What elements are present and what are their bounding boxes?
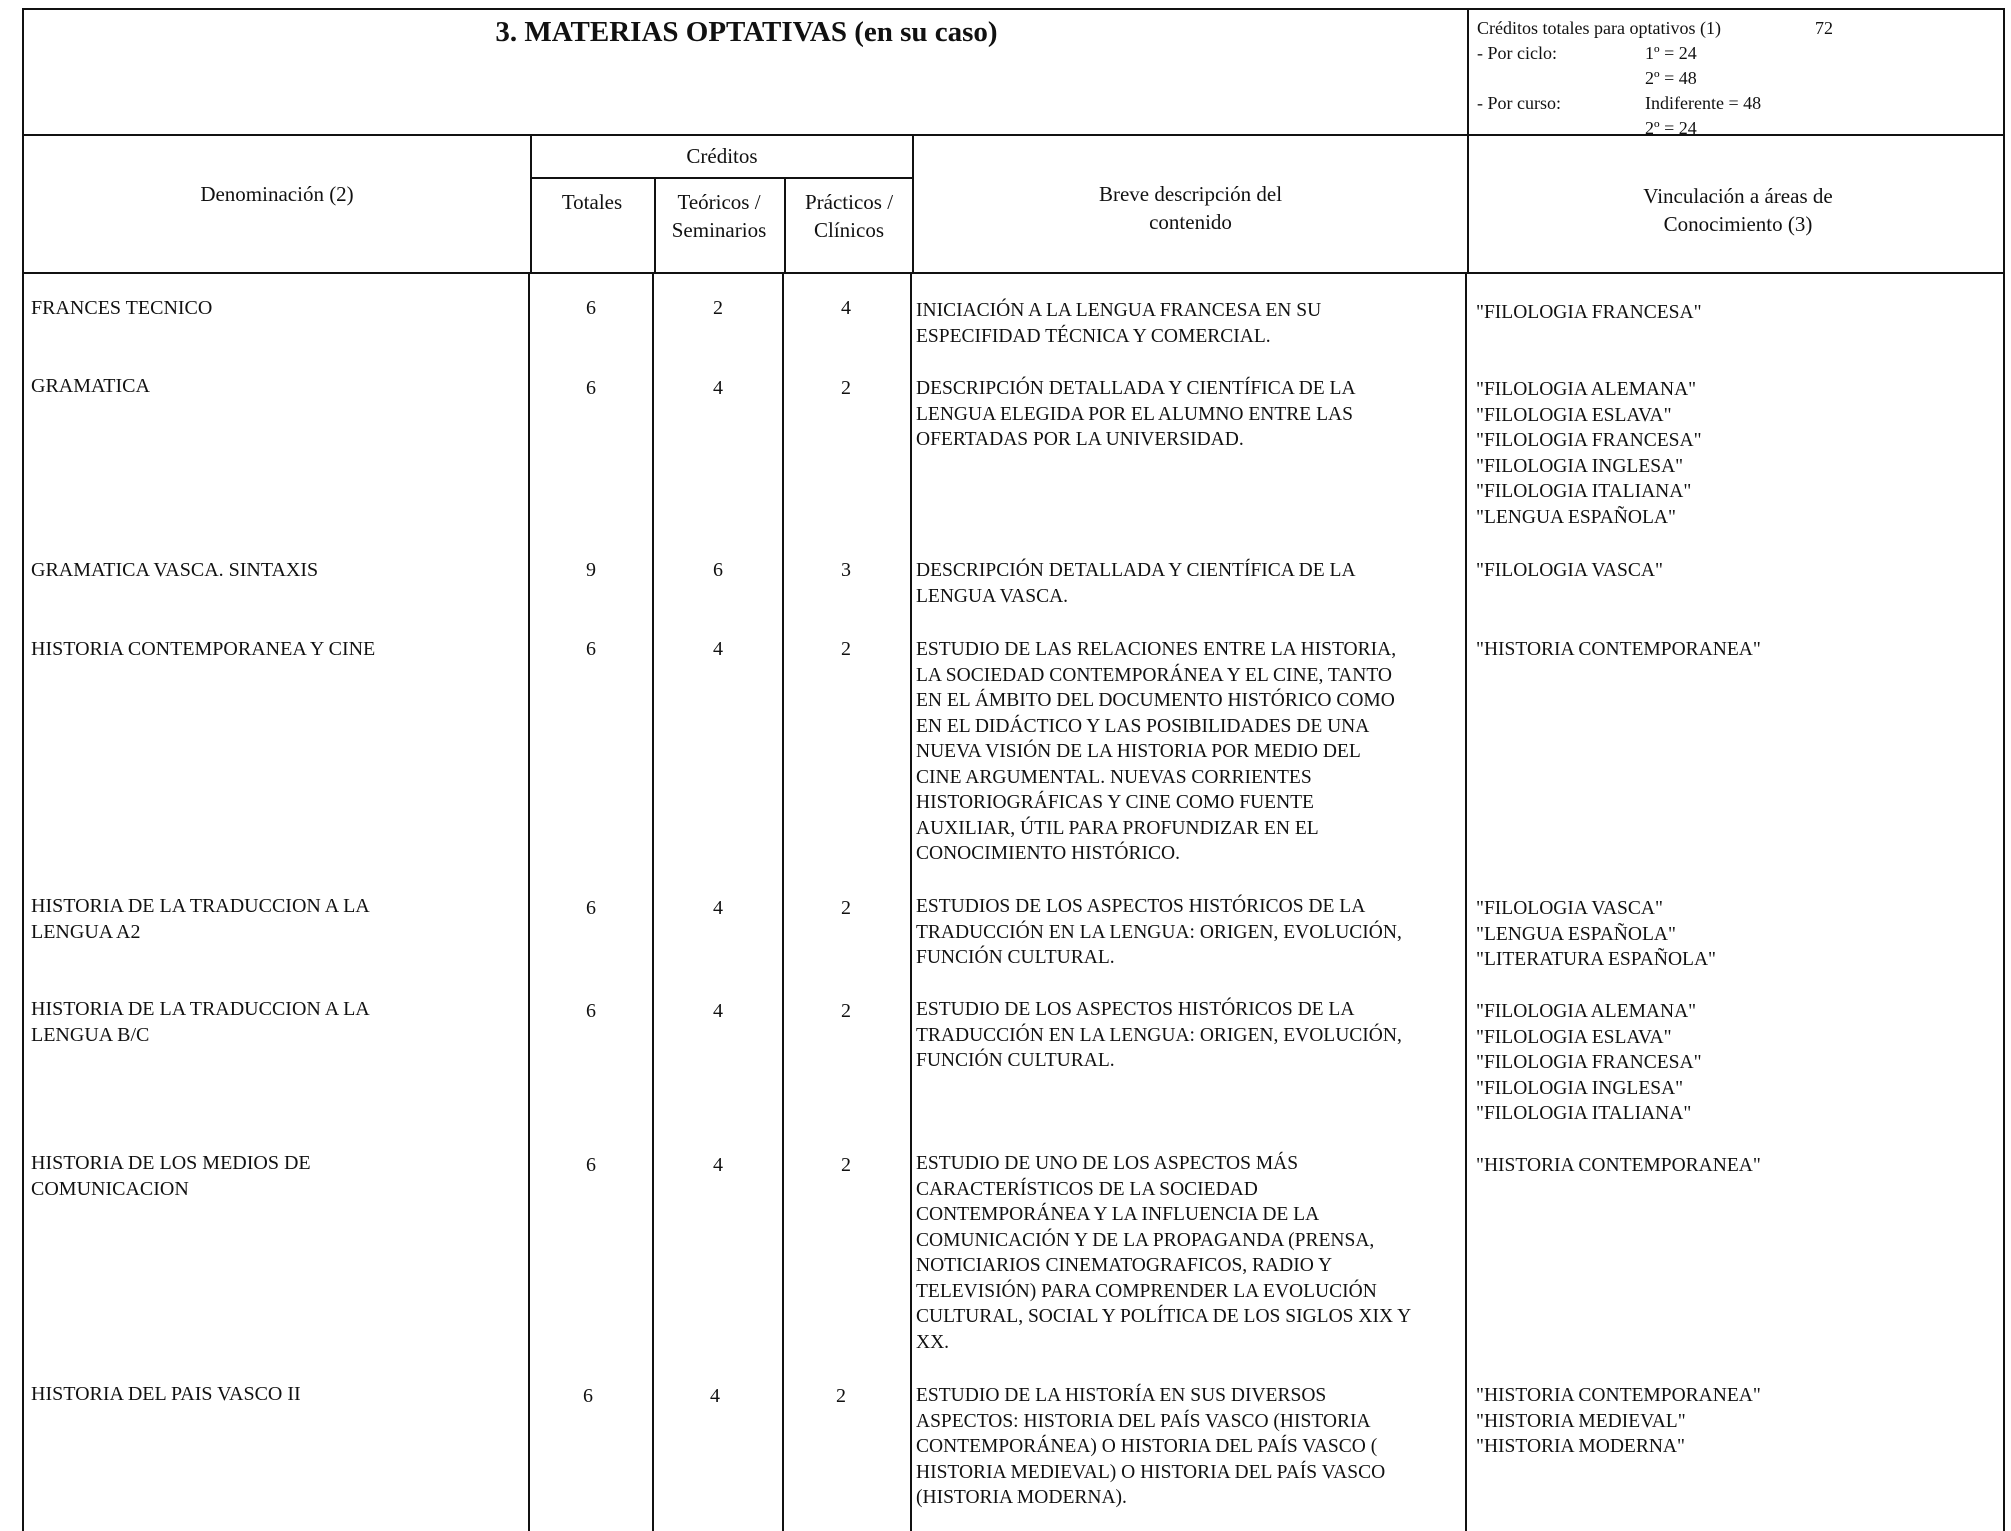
- row-areas: "FILOLOGIA VASCA": [1476, 560, 1663, 581]
- col-vinculacion: Vinculación a áreas de Conocimiento (3): [1643, 184, 1833, 236]
- row-areas: "FILOLOGIA VASCA" "LENGUA ESPAÑOLA" "LITERATURA ESPAÑOLA": [1476, 898, 1717, 970]
- column-line: [2003, 274, 2005, 1531]
- credits-curso-2: 2º = 24: [1645, 118, 1697, 138]
- row-description: ESTUDIO DE LA HISTORÍA EN SUS DIVERSOS ASPECTOS: HISTORIA DEL PAÍS VASCO (HISTORIA CONTEMPORÁNEA) O HISTORIA DEL PAÍS VASCO ( HISTORIA MEDIEVAL) O HISTORIA DEL PAÍS VASCO (HISTORIA MODERNA).: [916, 1385, 1386, 1508]
- row-name: HISTORIA DE LA TRADUCCION A LA LENGUA B/C: [31, 998, 370, 1046]
- row-areas: "HISTORIA CONTEMPORANEA": [1476, 1155, 1761, 1176]
- credits-ciclo-1: 1º = 24: [1645, 43, 1697, 63]
- credits-total-value: 72: [1815, 18, 1833, 38]
- row-teoricos: 4: [713, 1000, 723, 1022]
- column-line: [22, 274, 24, 1531]
- row-description: ESTUDIO DE UNO DE LOS ASPECTOS MÁS CARACTERÍSTICOS DE LA SOCIEDAD CONTEMPORÁNEA Y LA INFLUENCIA DE LA COMUNICACIÓN Y DE LA PROPAGANDA (PRENSA, NOTICIARIOS CINEMATOGRAFICOS, RADIO Y TELEVISIÓN) PARA COMPRENDER LA EVOLUCIÓN CULTURAL, SOCIAL Y POLÍTICA DE LOS SIGLOS XIX Y XX.: [916, 1153, 1412, 1353]
- row-areas: "FILOLOGIA ALEMANA" "FILOLOGIA ESLAVA" "FILOLOGIA FRANCESA" "FILOLOGIA INGLESA" "FILOLOGIA ITALIANA": [1476, 1001, 1702, 1124]
- col-practicos: Prácticos / Clínicos: [804, 190, 894, 242]
- row-teoricos: 4: [713, 638, 723, 660]
- row-teoricos: 4: [713, 1154, 723, 1176]
- credits-total-label: Créditos totales para optativos (1): [1477, 18, 1721, 38]
- row-name: GRAMATICA VASCA. SINTAXIS: [31, 559, 319, 581]
- column-line: [910, 274, 912, 1531]
- credits-summary: [1467, 8, 2005, 136]
- row-areas: "FILOLOGIA FRANCESA": [1476, 302, 1702, 323]
- row-practicos: 2: [841, 638, 851, 660]
- row-practicos: 4: [841, 297, 851, 319]
- col-descripcion: Breve descripción del contenido: [1098, 182, 1283, 234]
- row-practicos: 2: [841, 377, 851, 399]
- row-totales: 9: [586, 559, 596, 581]
- column-line: [1465, 274, 1467, 1531]
- column-line: [528, 274, 530, 1531]
- row-description: INICIACIÓN A LA LENGUA FRANCESA EN SU ESPECIFIDAD TÉCNICA Y COMERCIAL.: [916, 300, 1322, 347]
- col-totales: Totales: [561, 190, 623, 214]
- col-teoricos: Teóricos / Seminarios: [671, 190, 767, 242]
- section-title: 3. MATERIAS OPTATIVAS (en su caso): [495, 16, 998, 48]
- row-practicos: 2: [841, 1000, 851, 1022]
- header-divider: [530, 177, 914, 179]
- row-totales: 6: [586, 897, 596, 919]
- row-description: ESTUDIOS DE LOS ASPECTOS HISTÓRICOS DE LA TRADUCCIÓN EN LA LENGUA: ORIGEN, EVOLUCIÓN, FUNCIÓN CULTURAL.: [916, 896, 1402, 968]
- row-teoricos: 4: [713, 377, 723, 399]
- row-teoricos: 6: [713, 559, 723, 581]
- column-line: [782, 274, 784, 1531]
- row-totales: 6: [583, 1385, 593, 1407]
- row-description: DESCRIPCIÓN DETALLADA Y CIENTÍFICA DE LA LENGUA VASCA.: [916, 560, 1356, 607]
- row-teoricos: 2: [713, 297, 723, 319]
- row-areas: "HISTORIA CONTEMPORANEA" "HISTORIA MEDIEVAL" "HISTORIA MODERNA": [1476, 1385, 1761, 1457]
- row-name: HISTORIA CONTEMPORANEA Y CINE: [31, 638, 376, 660]
- credits-curso-1: Indiferente = 48: [1645, 93, 1762, 113]
- row-teoricos: 4: [710, 1385, 720, 1407]
- row-description: ESTUDIO DE LAS RELACIONES ENTRE LA HISTORIA, LA SOCIEDAD CONTEMPORÁNEA Y EL CINE, TANTO EN EL ÁMBITO DEL DOCUMENTO HISTÓRICO COMO EN EL DIDÁCTICO Y LAS POSIBILIDADES DE UNA NUEVA VISIÓN DE LA HISTORIA POR MEDIO DEL CINE ARGUMENTAL. NUEVAS CORRIENTES HISTORIOGRÁFICAS Y CINE COMO FUENTE AUXILIAR, ÚTIL PARA PROFUNDIZAR EN EL CONOCIMIENTO HISTÓRICO.: [916, 639, 1397, 864]
- section-header: [22, 8, 2005, 136]
- row-areas: "HISTORIA CONTEMPORANEA": [1476, 639, 1761, 660]
- col-creditos: Créditos: [686, 144, 758, 168]
- row-totales: 6: [586, 638, 596, 660]
- credits-ciclo-2: 2º = 48: [1645, 68, 1697, 88]
- row-name: HISTORIA DE LOS MEDIOS DE COMUNICACION: [31, 1152, 311, 1200]
- row-practicos: 2: [841, 1154, 851, 1176]
- row-name: HISTORIA DE LA TRADUCCION A LA LENGUA A2: [31, 895, 370, 943]
- credits-ciclo-label: - Por ciclo:: [1477, 43, 1557, 63]
- row-totales: 6: [586, 1154, 596, 1176]
- row-totales: 6: [586, 377, 596, 399]
- row-areas: "FILOLOGIA ALEMANA" "FILOLOGIA ESLAVA" "FILOLOGIA FRANCESA" "FILOLOGIA INGLESA" "FILOLOGIA ITALIANA" "LENGUA ESPAÑOLA": [1476, 379, 1702, 528]
- row-name: GRAMATICA: [31, 375, 150, 397]
- col-denominacion: Denominación (2): [200, 182, 354, 206]
- row-totales: 6: [586, 1000, 596, 1022]
- row-name: HISTORIA DEL PAIS VASCO II: [31, 1383, 301, 1405]
- row-name: FRANCES TECNICO: [31, 297, 213, 319]
- table-header: [22, 136, 2005, 274]
- credits-curso-label: - Por curso:: [1477, 93, 1561, 113]
- row-description: DESCRIPCIÓN DETALLADA Y CIENTÍFICA DE LA LENGUA ELEGIDA POR EL ALUMNO ENTRE LAS OFERTADAS POR LA UNIVERSIDAD.: [916, 378, 1356, 450]
- row-teoricos: 4: [713, 897, 723, 919]
- row-practicos: 3: [841, 559, 851, 581]
- column-line: [652, 274, 654, 1531]
- row-totales: 6: [586, 297, 596, 319]
- row-practicos: 2: [841, 897, 851, 919]
- row-practicos: 2: [836, 1385, 846, 1407]
- row-description: ESTUDIO DE LOS ASPECTOS HISTÓRICOS DE LA TRADUCCIÓN EN LA LENGUA: ORIGEN, EVOLUCIÓN, FUNCIÓN CULTURAL.: [916, 999, 1402, 1071]
